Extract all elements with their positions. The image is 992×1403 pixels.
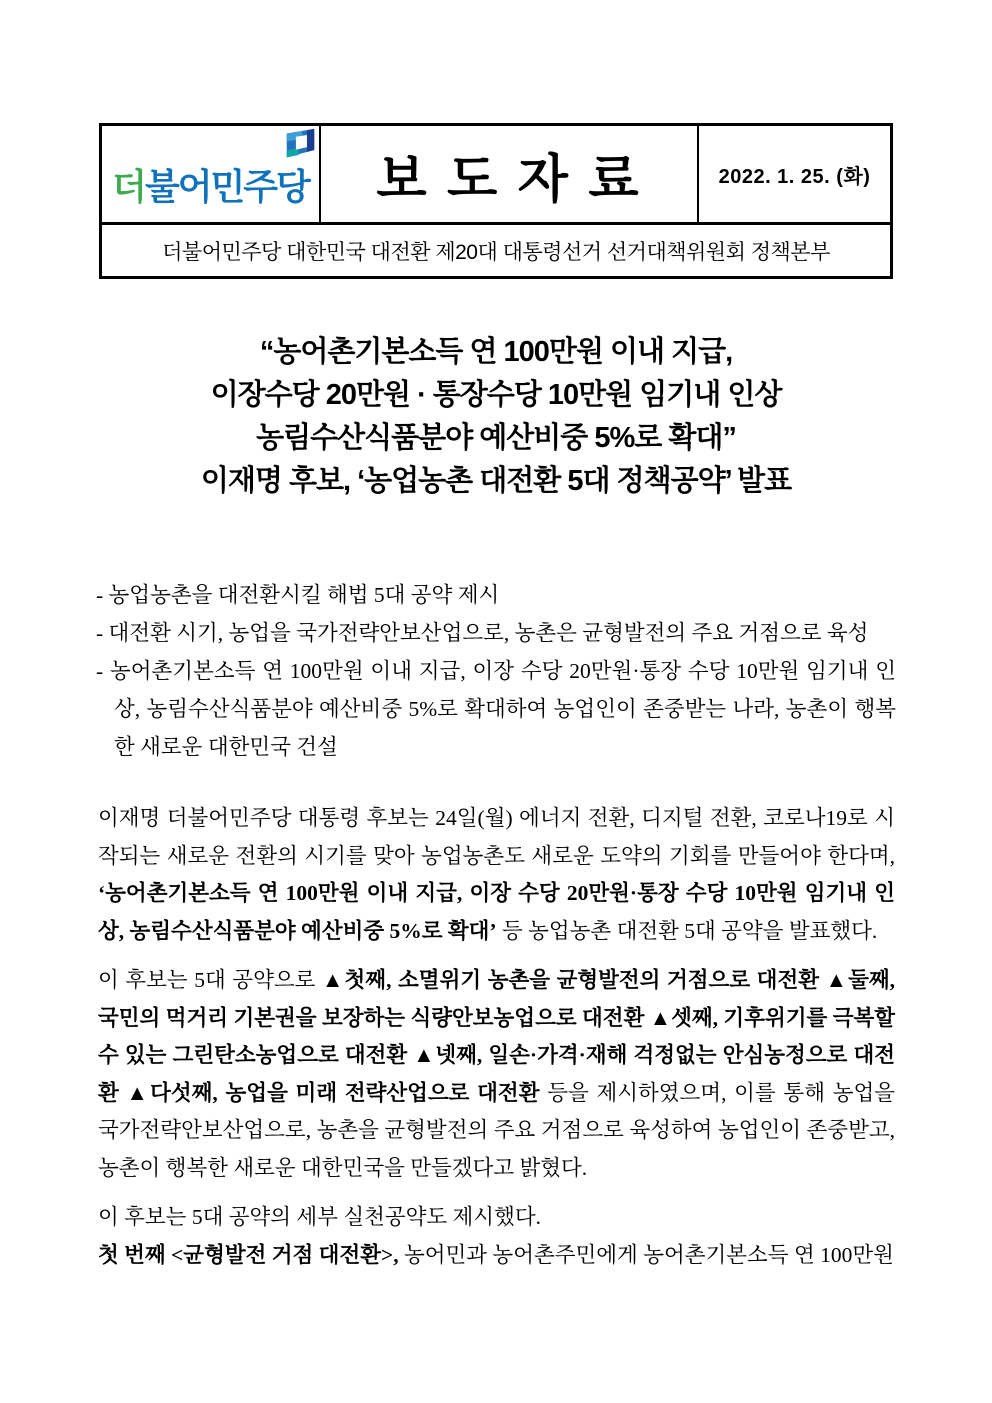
paragraph-2 [98,962,895,1187]
party-logo-lockup [112,159,309,210]
header-box [99,123,893,279]
party-logo [102,126,321,222]
body-text [98,800,895,1274]
release-date: 2022. 1. 25. (화) [718,165,871,188]
paragraph-2-text: 이 후보는 5대 공약으로 [98,968,323,992]
paragraph-4 [98,1237,895,1275]
party-logo-text [112,166,309,207]
summary-bullet-2: - 대전환 시기, 농업을 국가전략안보산업으로, 농촌은 균형발전의 주요 거점으로 육성 [96,621,869,645]
summary-bullets [96,576,896,766]
headline-line-4: 이재명 후보, ‘농업농촌 대전환 5대 정책공약’ 발표 [200,465,792,497]
headline-line-2: 이장수당 20만원 · 통장수당 10만원 임기내 인상 [210,379,782,411]
document-type-title: 보 도 자 료 [321,126,699,222]
paragraph-3: 이 후보는 5대 공약의 세부 실천공약도 제시했다. [98,1205,541,1229]
paragraph-2-tail: 등을 제시하였으며, 이를 통해 농업을 국가전략안보산업으로, 농촌을 균형발전의 주요 거점으로 육성하여 농업인이 존중받고, 농촌이 행복한 새로운 대한민국을 만들겠다고 밝혔다. [98,1080,895,1180]
headline-line-3: 농림수산식품분야 예산비중 5%로 확대” [256,422,736,454]
party-logo-text-green: 더 [112,165,145,207]
party-flag-icon [284,127,317,162]
paragraph-2-bold: ▲첫째, 소멸위기 농촌을 균형발전의 거점으로 대전환 ▲둘째, 국민의 먹거리 기본권을 보장하는 식량안보농업으로 대전환 ▲셋째, 기후위기를 극복할 수 있는 그린탄소농업으로 대전환 ▲넷째, 일손·가격·재해 걱정없는 안심농정으로 대전환 ▲다섯째, 농업을 미래 전략산업으로 대전환 [98,968,895,1105]
paragraph-4-text: 농어민과 농어촌주민에게 농어촌기본소득 연 100만원 [398,1242,894,1267]
headline [0,331,992,503]
paragraph-1-tail: 등 농업농촌 대전환 5대 공약을 발표했다. [496,918,878,943]
paragraph-4-bold: 첫 번째 <균형발전 거점 대전환>, [98,1242,399,1267]
header-subtitle: 더불어민주당 대한민국 대전환 제20대 대통령선거 선거대책위원회 정책본부 [162,240,830,264]
paragraph-1-text: 이재명 더불어민주당 대통령 후보는 24일(월) 에너지 전환, 디지털 전환, 코로나19로 시작되는 새로운 전환의 시기를 맞아 농업농촌도 새로운 도약의 기회를 만들어야 한다며, [98,806,895,868]
headline-line-1: “농어촌기본소득 연 100만원 이내 지급, [259,336,733,368]
paragraph-1-bold: ‘농어촌기본소득 연 100만원 이내 지급, 이장 수당 20만원·통장 수당 10만원 임기내 인상, 농림수산식품분야 예산비중 5%로 확대’ [98,881,895,943]
paragraph-1 [98,800,895,950]
party-logo-text-blue: 불어민주당 [144,165,309,207]
summary-bullet-1: - 농업농촌을 대전환시킬 해법 5대 공약 제시 [96,583,500,607]
summary-bullet-3: - 농어촌기본소득 연 100만원 이내 지급, 이장 수당 20만원·통장 수당 10만원 임기내 인상, 농림수산식품분야 예산비중 5%로 확대하여 농업인이 존중받는 나라, 농촌이 행복한 새로운 대한민국 건설 [96,659,896,759]
header-top-row [102,126,890,225]
